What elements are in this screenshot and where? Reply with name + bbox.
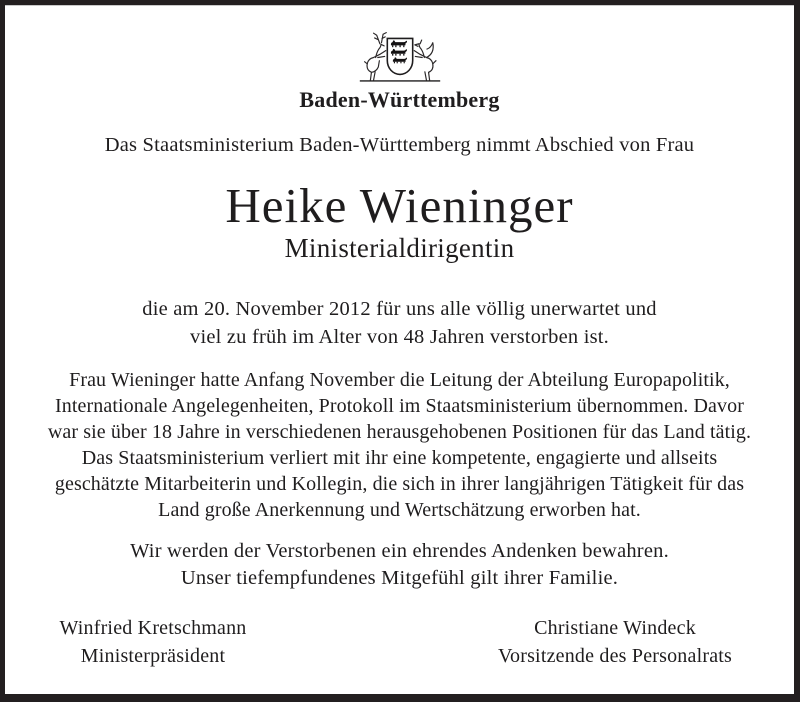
- deceased-title: Ministerialdirigentin: [284, 233, 515, 263]
- death-statement: [5, 296, 794, 351]
- signatory-role: Ministerpräsident: [80, 644, 226, 667]
- tribute-paragraph: [5, 367, 794, 523]
- signatures: [5, 615, 794, 670]
- signatory-name: Christiane Windeck: [534, 617, 696, 639]
- signatory-role: Vorsitzende des Personalrats: [497, 644, 733, 667]
- signature-left: [53, 615, 253, 670]
- intro-line: Das Staatsministerium Baden-Württemberg nimmt Abschied von Frau: [104, 134, 695, 156]
- coat-of-arms: [5, 30, 794, 85]
- signatory-name: Winfried Kretschmann: [59, 617, 247, 639]
- state-name: Baden-Württemberg: [299, 87, 500, 112]
- tribute-line: geschätzte Mitarbeiterin und Kollegin, die sich in ihrer langjährigen Tätigkeit für das: [54, 473, 745, 495]
- condolence-line: Wir werden der Verstorbenen ein ehrendes Andenken bewahren.: [130, 540, 669, 562]
- condolence-line: Unser tiefempfundenes Mitgefühl gilt ihrer Familie.: [180, 567, 619, 589]
- deceased-name: Heike Wieninger: [225, 178, 574, 233]
- tribute-line: war sie über 18 Jahre in verschiedenen herausgehobenen Positionen für das Land tätig.: [47, 421, 752, 443]
- condolence-paragraph: [5, 538, 794, 592]
- notice-content: [5, 5, 794, 694]
- baden-wuerttemberg-coat-of-arms-icon: [352, 30, 448, 85]
- tribute-line: Land große Anerkennung und Wertschätzung erworben hat.: [158, 499, 641, 521]
- tribute-line: Frau Wieninger hatte Anfang November die Leitung der Abteilung Europapolitik,: [69, 369, 730, 391]
- death-line: viel zu früh im Alter von 48 Jahren verstorben ist.: [190, 325, 609, 348]
- tribute-line: Das Staatsministerium verliert mit ihr eine kompetente, engagierte und allseits: [81, 447, 718, 469]
- signature-right: [496, 615, 734, 670]
- death-line: die am 20. November 2012 für uns alle völlig unerwartet und: [142, 298, 657, 320]
- tribute-line: Internationale Angelegenheiten, Protokoll im Staatsministerium übernommen. Davor: [55, 395, 744, 417]
